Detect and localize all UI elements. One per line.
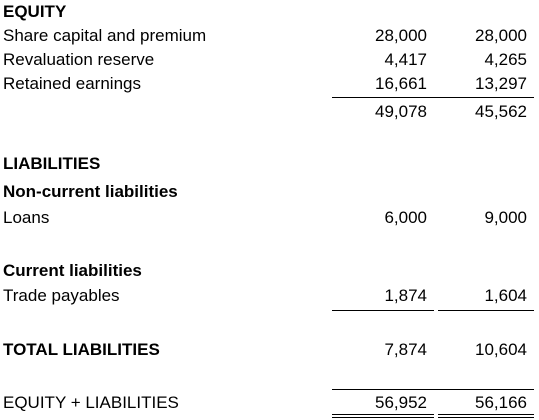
non-current-heading: Non-current liabilities (3, 182, 178, 201)
grand-total-top-rule (332, 389, 534, 390)
row-label: Retained earnings (3, 74, 141, 93)
liability-row-trade-payables (0, 284, 539, 308)
row-label: Trade payables (3, 286, 120, 305)
row-label: Share capital and premium (3, 26, 207, 45)
equity-total-current: 49,078 (375, 102, 427, 121)
row-label: Revaluation reserve (3, 50, 155, 69)
liabilities-heading: LIABILITIES (3, 154, 101, 173)
subtotal-rule-prior (438, 310, 534, 311)
equity-total-prior: 45,562 (475, 102, 527, 121)
value-current: 4,417 (384, 50, 427, 69)
value-prior: 9,000 (484, 208, 527, 227)
grand-total-prior: 56,166 (475, 393, 527, 412)
grand-total-underline-current-2 (332, 417, 434, 418)
equity-heading-row (0, 0, 539, 24)
equity-row-share-capital (0, 24, 539, 48)
grand-total-underline-prior-1 (438, 414, 534, 415)
value-current: 28,000 (375, 26, 427, 45)
non-current-heading-row (0, 180, 539, 204)
value-prior: 1,604 (484, 286, 527, 305)
grand-total-row (0, 391, 539, 415)
value-prior: 13,297 (475, 74, 527, 93)
total-liabilities-row (0, 338, 539, 362)
grand-total-underline-prior-2 (438, 417, 534, 418)
total-liabilities-prior: 10,604 (475, 340, 527, 359)
subtotal-rule (332, 97, 534, 98)
equity-row-revaluation-reserve (0, 48, 539, 72)
subtotal-rule-current (332, 310, 434, 311)
row-label: Loans (3, 208, 50, 227)
value-current: 16,661 (375, 74, 427, 93)
liability-row-loans (0, 206, 539, 230)
liabilities-heading-row (0, 152, 539, 176)
equity-heading: EQUITY (3, 2, 67, 21)
current-heading: Current liabilities (3, 261, 142, 280)
value-current: 1,874 (384, 286, 427, 305)
grand-total-underline-current-1 (332, 414, 434, 415)
value-current: 6,000 (384, 208, 427, 227)
equity-total-row (0, 100, 539, 124)
value-prior: 28,000 (475, 26, 527, 45)
current-heading-row (0, 259, 539, 283)
equity-row-retained-earnings (0, 72, 539, 96)
total-liabilities-label: TOTAL LIABILITIES (3, 340, 160, 359)
grand-total-label: EQUITY + LIABILITIES (3, 393, 179, 412)
value-prior: 4,265 (484, 50, 527, 69)
total-liabilities-current: 7,874 (384, 340, 427, 359)
grand-total-current: 56,952 (375, 393, 427, 412)
